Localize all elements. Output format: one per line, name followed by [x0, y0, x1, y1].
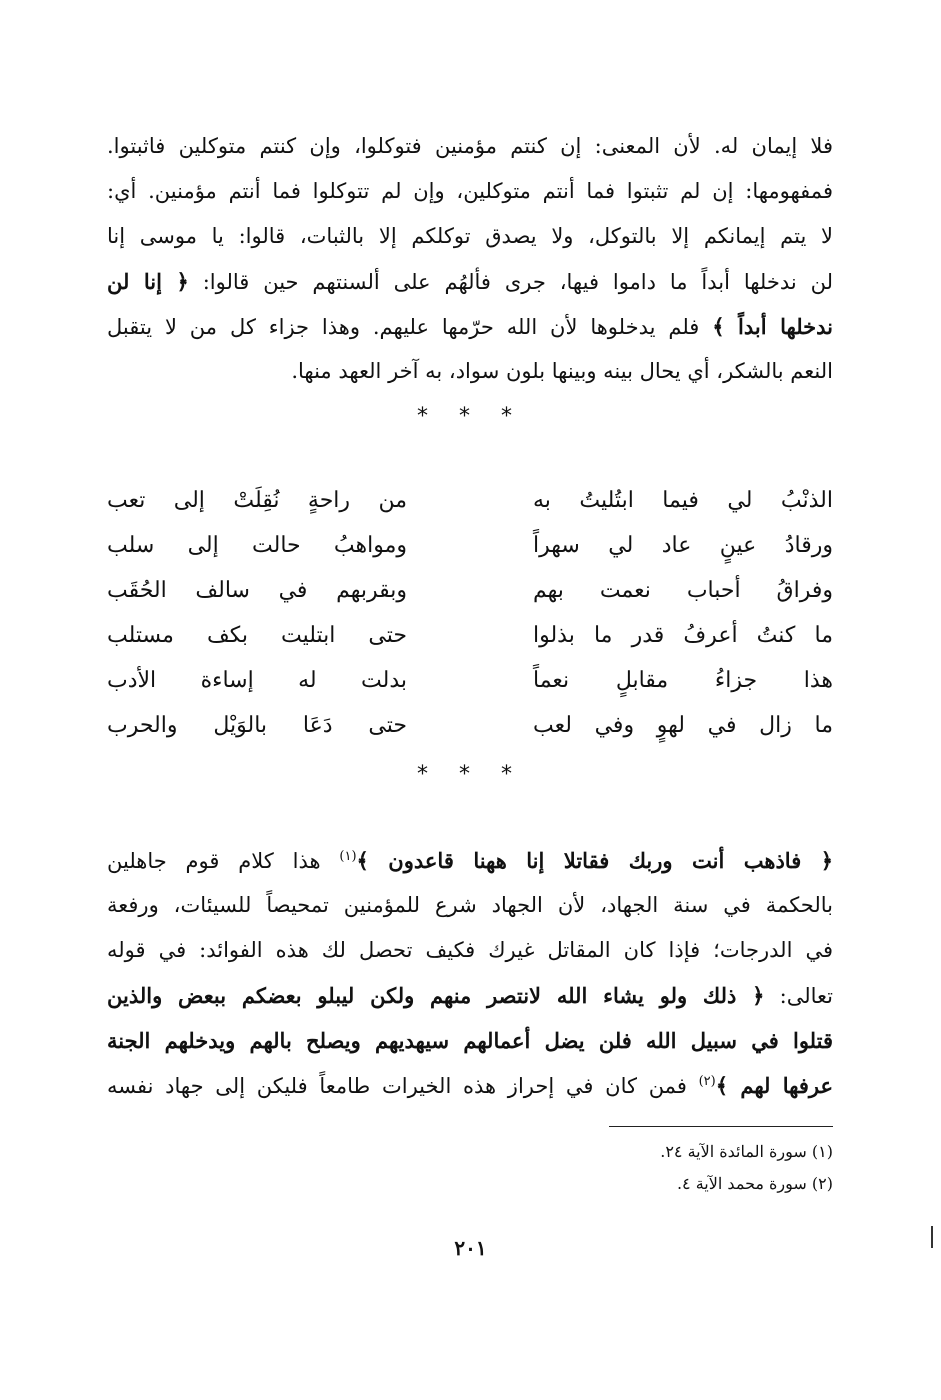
poem-verse: [107, 703, 833, 748]
section-separator: * * *: [417, 404, 524, 429]
verse-second-hemistich: حتى ابتليت بكف مستلب: [107, 623, 407, 648]
page-number: ٢٠١: [454, 1236, 487, 1260]
text-line: لا يتم إيمانكم إلا بالتوكل، ولا يصدق توكلكم إلا بالثبات، قالوا: يا موسى إنا: [107, 224, 833, 248]
verse-second-hemistich: وبقربهم في سالف الحُقَب: [107, 578, 407, 603]
poem-verse: [107, 613, 833, 658]
text-line: قتلوا في سبيل الله فلن يضل أعمالهم سيهديهم ويصلح بالهم ويدخلهم الجنة: [107, 1028, 833, 1053]
text-line: النعم بالشكر، أي يحال بينه وبينها بلون سواد، به آخر العهد منها.: [291, 359, 833, 383]
quran-quote: ﴿ فاذهب أنت وربك فقاتلا إنا ههنا قاعدون ﴾: [356, 848, 834, 873]
quran-quote: ﴿ ذلك ولو يشاء الله لانتصر منهم ولكن ليبلو بعضكم ببعض والذين: [107, 983, 765, 1008]
footnotes: [433, 1136, 833, 1200]
verse-first-hemistich: ورقادُ عينٍ عاد لي سهراً: [533, 533, 833, 558]
poem-verse: [107, 478, 833, 523]
text-line: [107, 259, 833, 304]
text-line: [107, 1063, 833, 1108]
verse-second-hemistich: من راحةٍ نُقِلَتْ إلى تعب: [107, 488, 407, 513]
text-run: فلم يدخلوها لأن الله حرّمها عليهم. وهذا جزاء كل من لا يتقبل: [107, 315, 713, 339]
footnote: (١) سورة المائدة الآية ٢٤.: [660, 1142, 833, 1161]
paragraph-2: [107, 838, 833, 1108]
text-run: تعالى:: [764, 984, 834, 1008]
verse-second-hemistich: ومواهبُ حالت إلى سلب: [107, 533, 407, 558]
poem: [107, 478, 833, 748]
text-line: [107, 838, 833, 883]
poem-verse: [107, 658, 833, 703]
text-line: في الدرجات؛ فإذا كان المقاتل غيرك فكيف تحصل لك هذه الفوائد: في قوله: [107, 938, 833, 962]
footnote: (٢) سورة محمد الآية ٤.: [676, 1174, 833, 1193]
verse-first-hemistich: وفراقُ أحباب نعمت بهم: [533, 578, 833, 603]
verse-first-hemistich: الذنْبُ لي فيما ابتُليتُ به: [533, 488, 833, 513]
quran-quote: ندخلها أبداً ﴾: [712, 314, 833, 339]
text-line: بالحكمة في سنة الجهاد، لأن الجهاد شرع للمؤمنين تمحيصاً للسيئات، ورفعة: [107, 893, 833, 917]
verse-second-hemistich: بدلت له إساءة الأدب: [107, 668, 407, 693]
footnote-divider: [609, 1126, 833, 1127]
footnote-ref: (١): [339, 849, 357, 864]
text-run: لن ندخلها أبداً ما داموا فيها، جرى فألهُم على ألسنتهم حين قالوا:: [188, 270, 834, 294]
footnote-ref: (٢): [698, 1074, 716, 1089]
verse-first-hemistich: هذا جزاءُ مقابلٍ نعماً: [533, 668, 833, 693]
poem-verse: [107, 568, 833, 613]
quran-quote: عرفها لهم ﴾: [715, 1073, 834, 1098]
verse-first-hemistich: ما زال في لهوٍ وفي لعب: [533, 713, 833, 738]
text-line: [107, 304, 833, 349]
verse-second-hemistich: حتى دَعَا بالوَيْل والحرب: [107, 713, 407, 738]
poem-verse: [107, 523, 833, 568]
verse-first-hemistich: ما كنتُ أعرفُ قدر ما بذلوا: [533, 623, 833, 648]
text-run: فمن كان في إحراز هذه الخيرات طامعاً فليكن إلى جهاد نفسه: [107, 1074, 699, 1098]
text-run: هذا كلام قوم جاهلين: [107, 849, 340, 873]
text-line: [107, 973, 833, 1018]
scan-edge-mark: [931, 1226, 933, 1248]
paragraph-1: [107, 124, 833, 394]
text-line: فلا إيمان له. لأن المعنى: إن كنتم مؤمنين فتوكلوا، وإن كنتم متوكلين فاثبتوا.: [107, 134, 833, 158]
text-line: فمفهومها: إن لم تثبتوا فما أنتم متوكلين، وإن لم تتوكلوا فما أنتم مؤمنين. أي:: [107, 179, 833, 203]
quran-quote: ﴿ إنا لن: [107, 269, 189, 294]
section-separator: * * *: [417, 762, 524, 787]
